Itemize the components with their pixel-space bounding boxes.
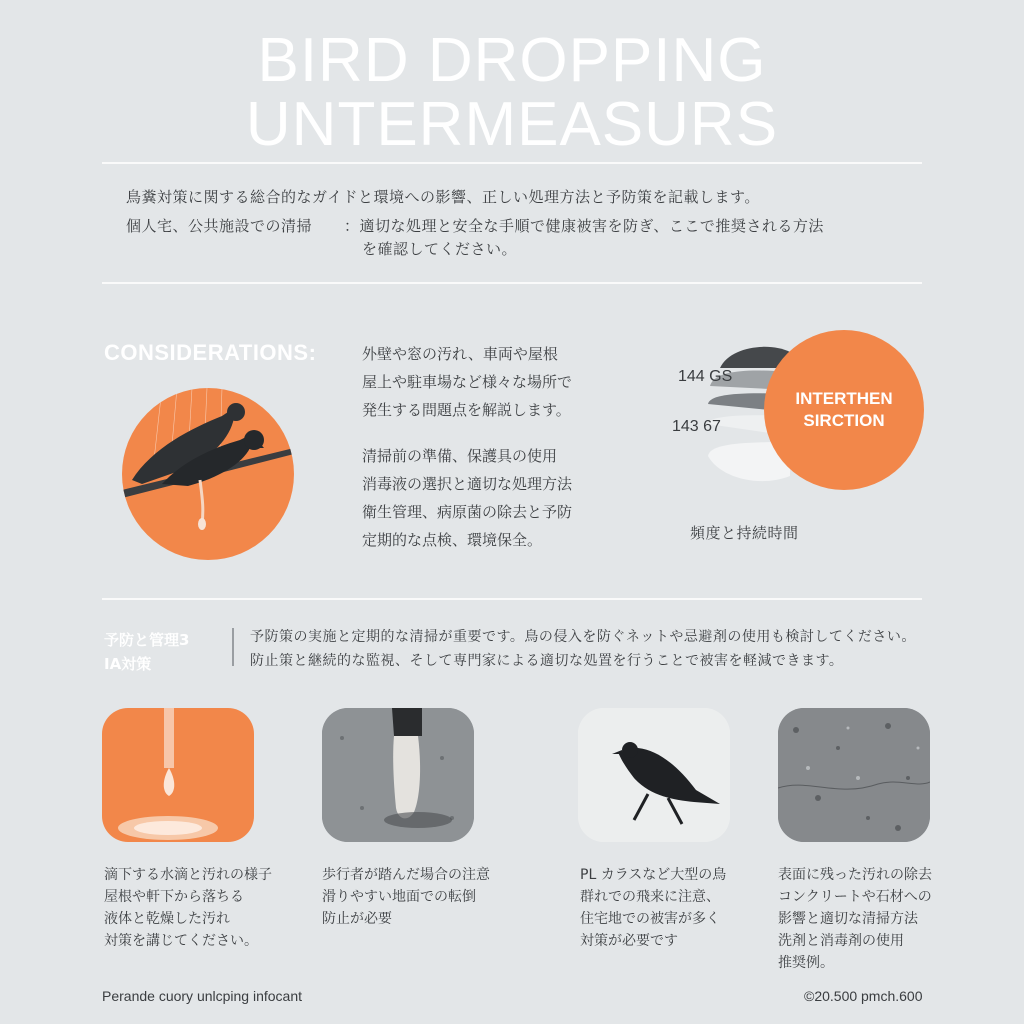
bird-icon [578,708,730,842]
intro-line2-left: 個人宅、公共施設での清掃 [126,217,313,235]
card-caption-4 [778,864,948,974]
gauge-value-top: 144 GS [678,368,733,385]
considerations-p2-line: 消毒液の選択と適切な処理方法 [362,475,573,493]
card-droplet-image [102,708,254,842]
caption-line: 液体と乾燥した汚れ [104,911,230,927]
caption-line: 影響と適切な清掃方法 [778,911,918,927]
intro-line1: 鳥糞対策に関する総合的なガイドと環境への影響、正しい処理方法と予防策を記載します。 [126,188,760,206]
footer-right: ©20.500 pmch.600 [804,988,923,1004]
bird-dropping-illustration [122,388,294,560]
card-caption-3 [580,864,750,952]
perched-birds-icon [122,388,294,560]
card-foot-image [322,708,474,842]
gauge-caption: 頻度と持続時間 [690,524,799,542]
caption-line: 滑りやすい地面での転倒 [322,889,476,905]
considerations-title: CONSIDERATIONS: [104,340,317,365]
caption-line: 推奨例。 [778,955,834,971]
considerations-p1-line: 屋上や駐車場など様々な場所で [362,373,573,391]
card-crow-image [578,708,730,842]
intro-divider [102,282,922,284]
caption-line: 対策を講じてください。 [104,933,258,949]
section2-label-line2: IA対策 [104,655,152,673]
considerations-paragraph-2 [362,442,572,554]
caption-line: 対策が必要です [580,933,678,949]
foot-icon [322,708,474,842]
caption-line: 屋根や軒下から落ちる [104,889,244,905]
caption-line: 表面に残った汚れの除去 [778,867,932,883]
considerations-paragraph-1 [362,340,572,424]
caption-line: 洗剤と消毒剤の使用 [778,933,904,949]
section2-vertical-divider [232,628,234,666]
intersection-badge [764,330,924,490]
texture-icon [778,708,930,842]
badge-line1: INTERTHEN [795,389,893,408]
section2-text-line2: 防止策と継続的な監視、そして専門家による適切な処置を行うことで被害を軽減できます。 [250,653,844,669]
card-caption-1 [104,864,274,952]
middle-divider [102,598,922,600]
droplet-icon [102,708,254,842]
page-title-line1: BIRD DROPPING [257,26,767,95]
gauge-value-bottom: 143 67 [672,418,721,435]
section2-text-line1: 予防策の実施と定期的な清掃が重要です。鳥の侵入を防ぐネットや忌避剤の使用も検討してください。 [250,629,916,645]
caption-line: PL カラスなど大型の鳥 [580,867,727,883]
card-caption-2 [322,864,492,930]
considerations-p2-line: 清掃前の準備、保護具の使用 [362,447,558,465]
page-title-line2: UNTERMEASURS [245,90,779,159]
caption-line: 住宅地での被害が多く [580,911,720,927]
considerations-p1-line: 発生する問題点を解説します。 [362,401,571,419]
top-divider [102,162,922,164]
intro-line2-right: ：適切な処理と安全な手順で健康被害を防ぎ、ここで推奨される方法 [344,217,824,235]
section2-label [104,628,189,676]
considerations-p1-line: 外壁や窓の汚れ、車両や屋根 [362,345,558,363]
caption-line: 群れでの飛来に注意、 [580,889,720,905]
card-texture-image [778,708,930,842]
footer-left: Perande cuory unlcping infocant [102,988,303,1004]
caption-line: 滴下する水滴と汚れの様子 [104,867,272,883]
caption-line: 防止が必要 [322,911,392,927]
section2-label-line1: 予防と管理3 [104,631,190,649]
caption-line: 歩行者が踏んだ場合の注意 [322,867,490,883]
caption-line: コンクリートや石材への [778,889,932,905]
considerations-p2-line: 衛生管理、病原菌の除去と予防 [362,503,573,521]
badge-line2: SIRCTION [803,411,885,430]
considerations-p2-line: 定期的な点検、環境保全。 [362,531,543,549]
intro-line3: を確認してください。 [362,240,518,258]
